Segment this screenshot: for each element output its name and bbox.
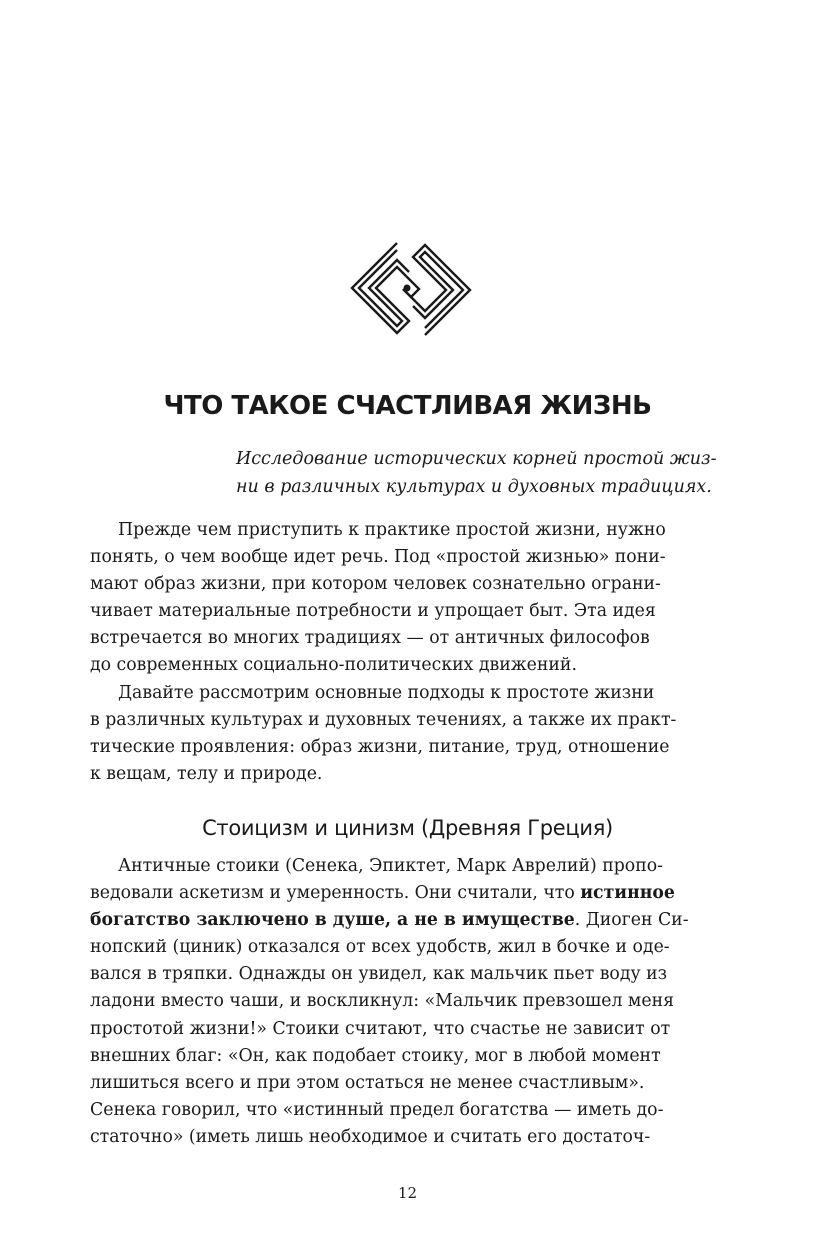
text-line <box>90 907 726 934</box>
text-line: до современных социально-политических движений. <box>90 655 577 676</box>
text-span: ведовали аскетизм и умеренность. Они считали, что <box>90 883 581 904</box>
text-span: . Диоген Си- <box>574 910 689 931</box>
section-heading: Стоицизм и цинизм (Древняя Греция) <box>202 816 613 840</box>
text-line: тические проявления: образ жизни, питание, труд, отношение <box>90 736 670 757</box>
text-line: мают образ жизни, при котором человек сознательно ограни- <box>90 574 661 595</box>
interlocking-squares-ornament-icon <box>349 240 473 338</box>
text-line: понять, о чем вообще идет речь. Под «простой жизнью» пони- <box>90 547 666 568</box>
text-line: вался в тряпки. Однажды он увидел, как мальчик пьет воду из <box>90 964 668 985</box>
text-line: чивает материальные потребности и упрощает быт. Эта идея <box>90 601 656 622</box>
text-line: простотой жизни!» Стоики считают, что счастье не зависит от <box>90 1018 671 1039</box>
text-line: Античные стоики (Сенека, Эпиктет, Марк Аврелий) пропо- <box>118 856 663 876</box>
text-line: внешних благ: «Он, как подобает стоику, мог в любой момент <box>90 1045 661 1066</box>
text-line: в различных культурах и духовных течениях, а также их практ- <box>90 709 677 730</box>
bold-text: истинное <box>580 883 675 904</box>
epigraph <box>236 445 726 501</box>
text-line: встречается во многих традициях — от античных философов <box>90 628 650 649</box>
epigraph-line: ни в различных культурах и духовных традициях. <box>236 477 712 497</box>
text-line: Сенека говорил, что «истинный предел богатства — иметь до- <box>90 1099 664 1120</box>
section-text <box>90 853 726 1151</box>
text-line: ладони вместо чаши, и воскликнул: «Мальчик превзошел меня <box>90 991 675 1012</box>
bold-text: богатство заключено в душе, а не в имуществе <box>90 910 575 931</box>
text-line: к вещам, телу и природе. <box>90 763 323 784</box>
epigraph-line: Исследование исторических корней простой жиз- <box>236 449 717 469</box>
text-line: Прежде чем приступить к практике простой жизни, нужно <box>118 520 666 540</box>
intro-text <box>90 517 726 788</box>
page-number: 12 <box>397 1184 418 1202</box>
text-line: лишиться всего и при этом остаться не менее счастливым». <box>90 1072 645 1093</box>
text-line: Давайте рассмотрим основные подходы к простоте жизни <box>118 682 655 703</box>
text-line <box>90 880 726 907</box>
text-line: нопский (циник) отказался от всех удобств, жил в бочке и оде- <box>90 937 670 958</box>
chapter-title: ЧТО ТАКОЕ СЧАСТЛИВАЯ ЖИЗНЬ <box>163 391 652 421</box>
text-line: статочно» (иметь лишь необходимое и считать его достаточ- <box>90 1126 651 1147</box>
